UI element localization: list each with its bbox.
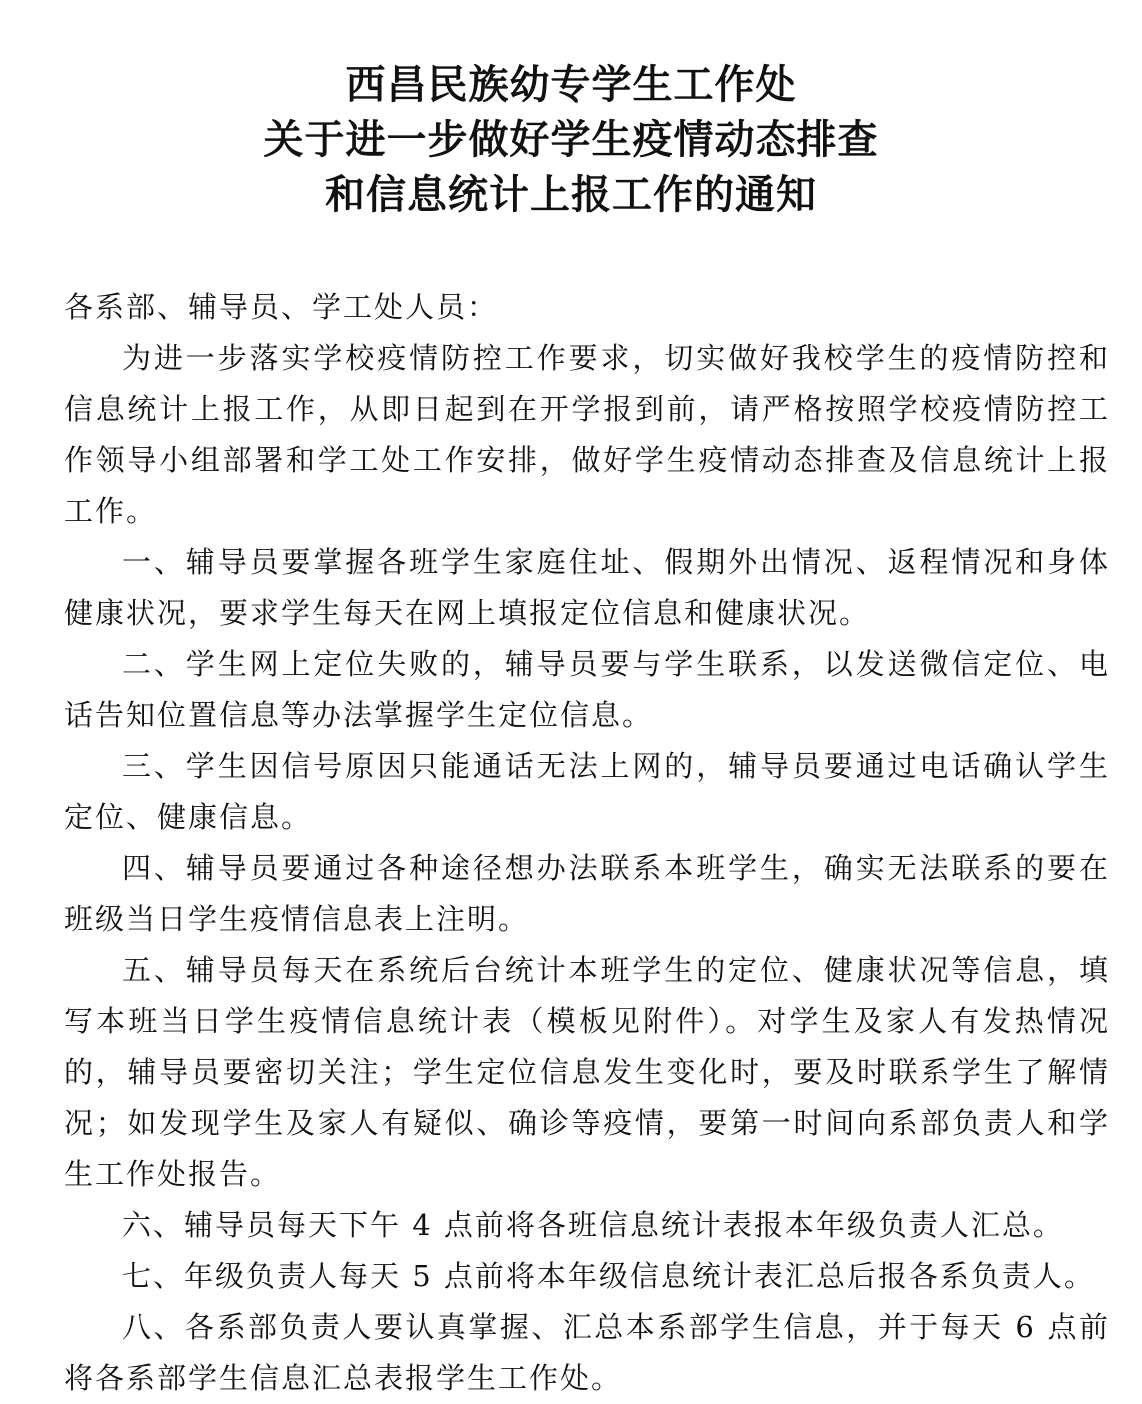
item-3: 三、学生因信号原因只能通话无法上网的，辅导员要通过电话确认学生定位、健康信息。 — [64, 749, 1110, 834]
notice-title — [0, 58, 1142, 223]
item-7: 七、年级负责人每天 5 点前将本年级信息统计表汇总后报各系负责人。 — [122, 1259, 1095, 1293]
intro-paragraph: 为进一步落实学校疫情防控工作要求，切实做好我校学生的疫情防控和信息统计上报工作，从即日起到在开学报到前，请严格按照学校疫情防控工作领导小组部署和学工处工作安排，做好学生疫情动态排查及信息统计上报工作。 — [64, 341, 1110, 528]
item-4: 四、辅导员要通过各种途径想办法联系本班学生，确实无法联系的要在班级当日学生疫情信息表上注明。 — [64, 851, 1110, 936]
title-line-1: 西昌民族幼专学生工作处 — [345, 62, 797, 108]
title-line-2: 关于进一步做好学生疫情动态排查 — [263, 117, 879, 163]
item-8: 八、各系部负责人要认真掌握、汇总本系部学生信息，并于每天 6 点前将各系部学生信息汇总表报学生工作处。 — [64, 1310, 1110, 1395]
salutation: 各系部、辅导员、学工处人员： — [64, 290, 499, 324]
notice-body — [64, 282, 1110, 1404]
item-1: 一、辅导员要掌握各班学生家庭住址、假期外出情况、返程情况和身体健康状况，要求学生每天在网上填报定位信息和健康状况。 — [64, 545, 1110, 630]
title-line-3: 和信息统计上报工作的通知 — [325, 172, 817, 218]
item-2: 二、学生网上定位失败的，辅导员要与学生联系，以发送微信定位、电话告知位置信息等办法掌握学生定位信息。 — [64, 647, 1110, 732]
item-5: 五、辅导员每天在系统后台统计本班学生的定位、健康状况等信息，填写本班当日学生疫情信息统计表（模板见附件）。对学生及家人有发热情况的，辅导员要密切关注；学生定位信息发生变化时，要及时联系学生了解情况；如发现学生及家人有疑似、确诊等疫情，要第一时间向系部负责人和学生工作处报告。 — [64, 953, 1110, 1191]
item-6: 六、辅导员每天下午 4 点前将各班信息统计表报本年级负责人汇总。 — [122, 1208, 1064, 1242]
